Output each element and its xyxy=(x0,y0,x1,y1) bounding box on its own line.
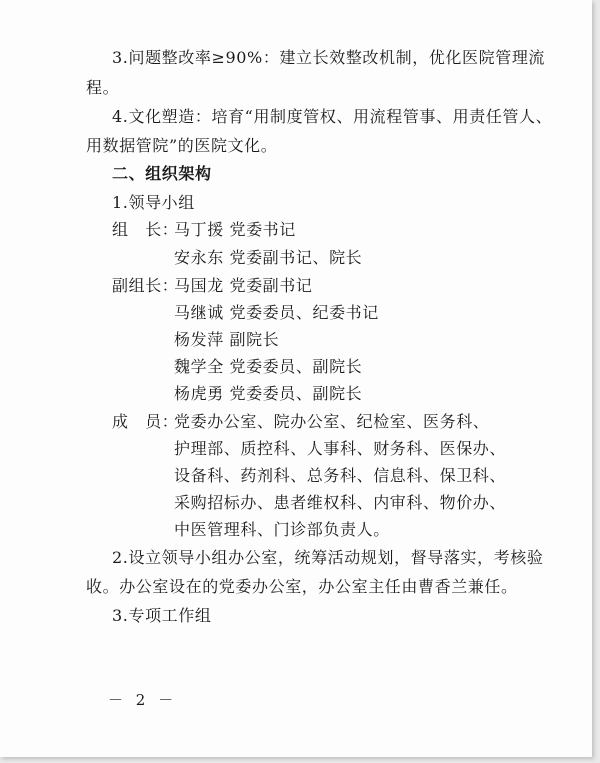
member-list-line: 采购招标办、患者维权科、内审科、物价办、 xyxy=(174,493,507,512)
office-paragraph-line-1: 2.设立领导小组办公室，统筹活动规划，督导落实，考核验 xyxy=(112,548,544,567)
deputy-entry: 杨虎勇 党委委员、副院长 xyxy=(174,384,363,403)
goal-4-line-2: 用数据管院”的医院文化。 xyxy=(86,136,278,155)
leader-row-1 xyxy=(112,220,296,240)
member-list-line: 设备科、药剂科、总务科、信息科、保卫科、 xyxy=(174,466,507,485)
goal-3-line-2: 程。 xyxy=(86,78,120,97)
office-paragraph-line-2: 收。办公室设在的党委办公室，办公室主任由曹香兰兼任。 xyxy=(86,577,518,596)
deputy-entry: 马继诚 党委委员、纪委书记 xyxy=(174,303,379,322)
deputy-label: 副组长： xyxy=(112,276,179,295)
member-row-1 xyxy=(112,412,489,432)
member-list-line: 中医管理科、门诊部负责人。 xyxy=(174,520,390,539)
leader-entry: 马丁援 党委书记 xyxy=(174,220,296,239)
section-title-org-structure: 二、组织架构 xyxy=(112,164,212,183)
member-label: 成 员： xyxy=(112,412,179,431)
deputy-row-1 xyxy=(112,276,313,296)
leader-label: 组 长： xyxy=(112,220,179,239)
subsection-special-working-groups: 3.专项工作组 xyxy=(112,606,212,625)
goal-3-line-1: 3.问题整改率≥90%：建立长效整改机制，优化医院管理流 xyxy=(112,48,546,67)
leader-entry: 安永东 党委副书记、院长 xyxy=(174,248,363,267)
member-list-line: 党委办公室、院办公室、纪检室、医务科、 xyxy=(174,412,490,431)
deputy-entry: 魏学全 党委委员、副院长 xyxy=(174,357,363,376)
page-number: － 2 － xyxy=(108,691,178,709)
goal-4-line-1: 4.文化塑造：培育“用制度管权、用流程管事、用责任管人、 xyxy=(112,107,553,126)
subsection-leadership-group: 1.领导小组 xyxy=(112,193,195,212)
deputy-entry: 杨发萍 副院长 xyxy=(174,330,280,349)
member-list-line: 护理部、质控科、人事科、财务科、医保办、 xyxy=(174,439,507,458)
deputy-entry: 马国龙 党委副书记 xyxy=(174,276,313,295)
